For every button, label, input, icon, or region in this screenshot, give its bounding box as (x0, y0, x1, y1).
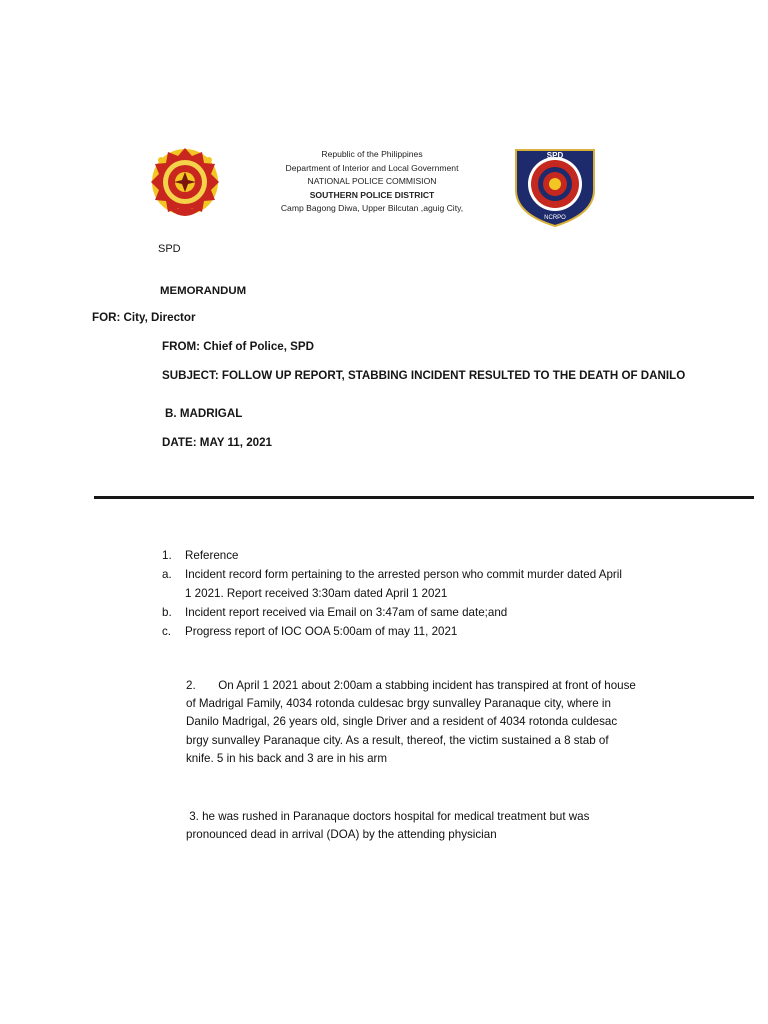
list-item (162, 622, 622, 641)
list-item (162, 565, 622, 584)
list-item-text: Incident report received via Email on 3:47am of same date;and (185, 606, 508, 619)
reference-list (162, 546, 622, 641)
paragraph-line: brgy sunvalley Paranaque city. As a result, thereof, the victim sustained a 8 stab of (186, 733, 609, 747)
list-marker: a. (162, 568, 172, 581)
letterhead-line-3: NATIONAL POLICE COMMISION (307, 176, 437, 187)
horizontal-divider (94, 496, 754, 499)
paragraph-line: Danilo Madrigal, 26 years old, single Driver and a resident of 4034 rotonda culdesac (186, 715, 618, 729)
list-marker: b. (162, 606, 172, 619)
letterhead-line-2: Department of Interior and Local Government (285, 162, 459, 173)
list-marker: c. (162, 625, 172, 638)
paragraph-line: 3. he was rushed in Paranaque doctors hospital for medical treatment but was (186, 810, 590, 823)
letterhead-line-4: SOUTHERN POLICE DISTRICT (309, 189, 435, 200)
left-logo-caption: SPD (158, 243, 181, 255)
list-item-text: 1 2021. Report received 3:30am dated April 1 2021 (185, 587, 448, 600)
memo-from: FROM: Chief of Police, SPD (162, 340, 315, 353)
paragraph-line: pronounced dead in arrival (DOA) by the attending physician (186, 828, 497, 842)
memo-title: MEMORANDUM (160, 285, 247, 297)
paragraph-line: 2. On April 1 2021 about 2:00am a stabbing incident has transpired at front of house (186, 679, 636, 692)
list-marker: 1. (162, 549, 172, 562)
list-item-text: Progress report of IOC OOA 5:00am of may 11, 2021 (185, 625, 458, 638)
list-item-text: Reference (185, 549, 239, 562)
paragraph-3 (186, 808, 589, 844)
list-item (162, 546, 622, 565)
list-item-continuation (162, 584, 622, 603)
paragraph-2 (186, 677, 636, 768)
list-item-text: Incident record form pertaining to the arrested person who commit murder dated April (185, 568, 622, 581)
letterhead-line-5: Camp Bagong Diwa, Upper Bilcutan ,aguig City, (280, 203, 464, 214)
letterhead-line-1: Republic of the Philippines (321, 149, 423, 159)
memo-for: FOR: City, Director (92, 311, 196, 324)
spd-shield-top-text: SPD (546, 151, 564, 160)
memo-date: DATE: MAY 11, 2021 (162, 436, 272, 449)
letterhead (272, 148, 472, 216)
memo-subject: SUBJECT: FOLLOW UP REPORT, STABBING INCIDENT RESULTED TO THE DEATH OF DANILO (162, 369, 686, 382)
spd-shield-logo (510, 146, 600, 228)
spd-shield-bottom-text: NCRPO (544, 215, 566, 221)
paragraph-line: of Madrigal Family, 4034 rotonda culdesac brgy sunvalley Paranaque city, where in (186, 697, 611, 711)
memo-subject-continued: B. MADRIGAL (165, 407, 243, 420)
paragraph-line: knife. 5 in his back and 3 are in his arm (186, 751, 388, 765)
pnp-seal-logo (150, 146, 220, 228)
list-item (162, 603, 622, 622)
